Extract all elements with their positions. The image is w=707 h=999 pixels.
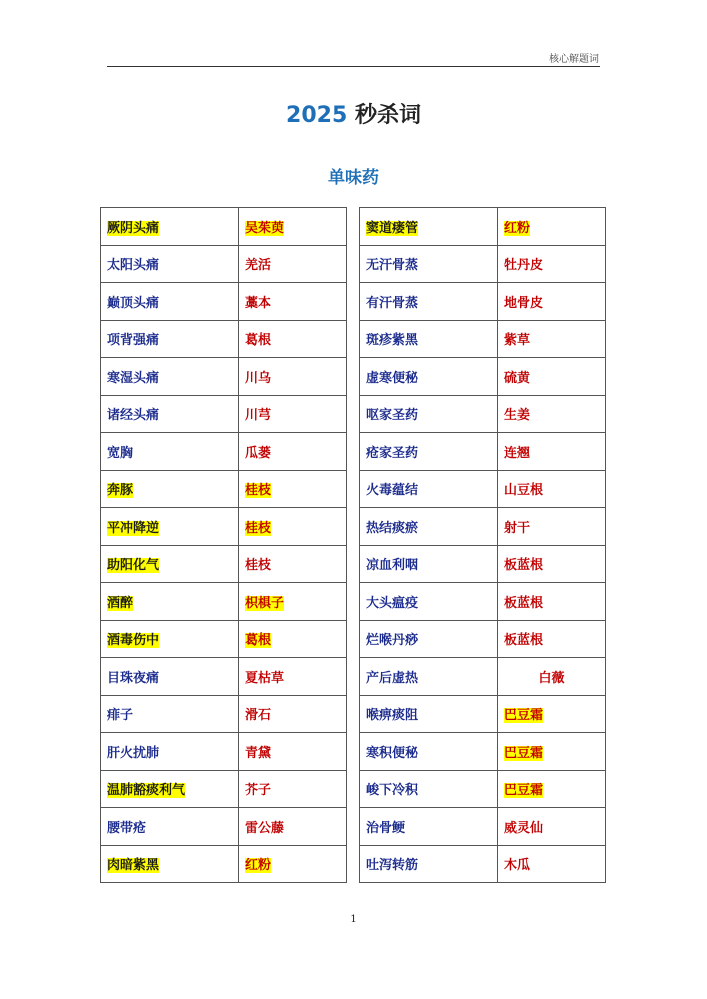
table-row — [360, 283, 606, 321]
herb-text: 巴豆霜 — [504, 783, 544, 799]
term-cell — [360, 733, 498, 771]
herb-cell — [239, 470, 347, 508]
table-row — [360, 620, 606, 658]
table-row — [360, 320, 606, 358]
term-cell — [360, 508, 498, 546]
table-row — [101, 770, 347, 808]
herb-text: 板蓝根 — [504, 633, 544, 649]
table-row — [360, 845, 606, 883]
term-cell — [101, 545, 239, 583]
table-row — [360, 208, 606, 246]
term-text: 奔豚 — [107, 483, 134, 499]
term-cell — [360, 433, 498, 471]
table-row — [360, 695, 606, 733]
term-cell — [360, 245, 498, 283]
term-cell — [101, 208, 239, 246]
term-cell — [101, 733, 239, 771]
herb-cell — [498, 770, 606, 808]
table-row — [360, 395, 606, 433]
term-cell — [101, 433, 239, 471]
term-cell — [360, 320, 498, 358]
herb-text: 葛根 — [245, 633, 272, 649]
term-text: 寒湿头痛 — [107, 370, 160, 386]
herb-cell — [239, 658, 347, 696]
herb-cell — [498, 733, 606, 771]
term-text: 平冲降逆 — [107, 520, 160, 536]
herb-text: 紫草 — [504, 333, 531, 349]
herb-text: 射干 — [504, 520, 531, 536]
herb-cell — [498, 208, 606, 246]
term-cell — [101, 658, 239, 696]
term-text: 酒醉 — [107, 595, 134, 611]
term-text: 产后虚热 — [366, 670, 419, 686]
term-cell — [360, 208, 498, 246]
herb-cell — [239, 770, 347, 808]
herb-cell — [498, 358, 606, 396]
term-text: 项背强痛 — [107, 333, 160, 349]
herb-cell — [498, 508, 606, 546]
herb-cell — [239, 545, 347, 583]
herb-cell — [239, 208, 347, 246]
term-cell — [360, 358, 498, 396]
term-cell — [101, 845, 239, 883]
herb-text: 木瓜 — [504, 858, 531, 874]
herb-cell — [239, 808, 347, 846]
term-cell — [360, 395, 498, 433]
term-text: 热结痰瘀 — [366, 520, 419, 536]
table-row — [101, 358, 347, 396]
herb-text: 白薇 — [538, 670, 565, 686]
term-cell — [101, 695, 239, 733]
term-text: 太阳头痛 — [107, 258, 160, 274]
term-cell — [101, 245, 239, 283]
term-cell — [360, 658, 498, 696]
herb-text: 雷公藤 — [245, 820, 285, 836]
herb-text: 滑石 — [245, 708, 272, 724]
table-row — [360, 470, 606, 508]
herb-text: 夏枯草 — [245, 670, 285, 686]
table-row — [360, 545, 606, 583]
term-text: 肉暗紫黑 — [107, 858, 160, 874]
herb-cell — [498, 433, 606, 471]
herb-text: 巴豆霜 — [504, 708, 544, 724]
herb-text: 青黛 — [245, 745, 272, 761]
herb-text: 红粉 — [504, 220, 531, 236]
table-row — [360, 358, 606, 396]
herb-cell — [498, 845, 606, 883]
herb-text: 瓜蒌 — [245, 445, 272, 461]
term-text: 吐泻转筋 — [366, 858, 419, 874]
herb-text: 山豆根 — [504, 483, 544, 499]
term-text: 温肺豁痰利气 — [107, 783, 186, 799]
table-row — [101, 583, 347, 621]
term-text: 虚寒便秘 — [366, 370, 419, 386]
term-cell — [101, 620, 239, 658]
herb-text: 硫黄 — [504, 370, 531, 386]
term-text: 窦道瘘管 — [366, 220, 419, 236]
table-row — [101, 245, 347, 283]
running-header: 核心解题词 — [549, 54, 599, 65]
page-number: 1 — [350, 914, 357, 925]
term-cell — [360, 808, 498, 846]
term-text: 助阳化气 — [107, 558, 160, 574]
table-row — [101, 545, 347, 583]
herb-cell — [239, 695, 347, 733]
table-row — [101, 433, 347, 471]
term-text: 峻下冷积 — [366, 783, 419, 799]
table-row — [360, 808, 606, 846]
term-text: 诸经头痛 — [107, 408, 160, 424]
term-cell — [101, 770, 239, 808]
table-row — [101, 620, 347, 658]
herb-cell — [498, 583, 606, 621]
term-text: 宽胸 — [107, 445, 134, 461]
term-cell — [360, 845, 498, 883]
herb-cell — [498, 695, 606, 733]
herb-cell — [239, 320, 347, 358]
term-text: 斑疹紫黑 — [366, 333, 419, 349]
table-row — [101, 470, 347, 508]
section-subtitle: 单味药 — [328, 168, 379, 188]
table-row — [360, 508, 606, 546]
herb-text: 地骨皮 — [504, 295, 544, 311]
herb-text: 红粉 — [245, 858, 272, 874]
term-cell — [360, 695, 498, 733]
herb-text: 威灵仙 — [504, 820, 544, 836]
herb-text: 牡丹皮 — [504, 258, 544, 274]
herb-text: 生姜 — [504, 408, 531, 424]
term-text: 治骨鲠 — [366, 820, 406, 836]
table-row — [101, 808, 347, 846]
term-cell — [360, 583, 498, 621]
header-rule — [107, 66, 600, 67]
term-text: 巅顶头痛 — [107, 295, 160, 311]
herb-cell — [498, 545, 606, 583]
herb-cell — [498, 620, 606, 658]
term-text: 肝火扰肺 — [107, 745, 160, 761]
term-text: 腰带疮 — [107, 820, 147, 836]
herb-cell — [498, 395, 606, 433]
term-cell — [360, 470, 498, 508]
page-title — [0, 98, 707, 129]
term-cell — [101, 320, 239, 358]
term-text: 喉痹痰阻 — [366, 708, 419, 724]
herb-text: 枳椇子 — [245, 595, 285, 611]
table-row — [101, 508, 347, 546]
term-cell — [101, 583, 239, 621]
term-text: 寒积便秘 — [366, 745, 419, 761]
term-cell — [101, 508, 239, 546]
herb-text: 川芎 — [245, 408, 272, 424]
herb-cell — [239, 845, 347, 883]
term-text: 火毒蕴结 — [366, 483, 419, 499]
table-row — [101, 208, 347, 246]
herb-cell — [498, 320, 606, 358]
table-row — [360, 433, 606, 471]
title-text: 秒杀词 — [354, 103, 421, 128]
term-cell — [101, 283, 239, 321]
table-row — [360, 770, 606, 808]
herb-text: 桂枝 — [245, 558, 272, 574]
herb-text: 吴茱萸 — [245, 220, 285, 236]
title-year: 2025 — [286, 103, 348, 128]
term-text: 凉血利咽 — [366, 558, 419, 574]
herb-cell — [239, 508, 347, 546]
table-row — [101, 320, 347, 358]
term-cell — [101, 808, 239, 846]
term-text: 酒毒伤中 — [107, 633, 160, 649]
herb-text: 藁本 — [245, 295, 272, 311]
herb-text: 桂枝 — [245, 520, 272, 536]
term-text: 无汗骨蒸 — [366, 258, 419, 274]
herb-text: 川乌 — [245, 370, 272, 386]
herb-cell — [239, 395, 347, 433]
term-text: 目珠夜痛 — [107, 670, 160, 686]
term-text: 大头瘟疫 — [366, 595, 419, 611]
table-row — [360, 733, 606, 771]
left-table — [100, 207, 347, 883]
term-cell — [360, 283, 498, 321]
term-text: 呕家圣药 — [366, 408, 419, 424]
herb-cell — [498, 808, 606, 846]
herb-cell — [239, 733, 347, 771]
table-row — [360, 583, 606, 621]
herb-cell — [498, 283, 606, 321]
right-table — [359, 207, 606, 883]
term-cell — [360, 620, 498, 658]
herb-text: 巴豆霜 — [504, 745, 544, 761]
herb-text: 桂枝 — [245, 483, 272, 499]
term-cell — [360, 545, 498, 583]
herb-cell — [239, 358, 347, 396]
term-cell — [101, 470, 239, 508]
herb-text: 葛根 — [245, 333, 272, 349]
term-text: 厥阴头痛 — [107, 220, 160, 236]
term-cell — [101, 358, 239, 396]
herb-cell — [239, 620, 347, 658]
term-text: 痱子 — [107, 708, 134, 724]
herb-cell — [239, 283, 347, 321]
herb-text: 板蓝根 — [504, 595, 544, 611]
herb-cell — [239, 583, 347, 621]
herb-text: 板蓝根 — [504, 558, 544, 574]
table-row — [101, 695, 347, 733]
herb-cell — [239, 245, 347, 283]
table-row — [360, 245, 606, 283]
herb-cell — [498, 245, 606, 283]
herb-text: 芥子 — [245, 783, 272, 799]
table-row — [101, 845, 347, 883]
term-text: 疮家圣药 — [366, 445, 419, 461]
herb-text: 羌活 — [245, 258, 272, 274]
table-row — [360, 658, 606, 696]
table-row — [101, 658, 347, 696]
table-row — [101, 733, 347, 771]
table-row — [101, 283, 347, 321]
herb-cell — [239, 433, 347, 471]
term-cell — [101, 395, 239, 433]
table-row — [101, 395, 347, 433]
herb-cell — [498, 658, 606, 696]
term-text: 有汗骨蒸 — [366, 295, 419, 311]
term-cell — [360, 770, 498, 808]
herb-cell — [498, 470, 606, 508]
herb-text: 连翘 — [504, 445, 531, 461]
term-text: 烂喉丹痧 — [366, 633, 419, 649]
